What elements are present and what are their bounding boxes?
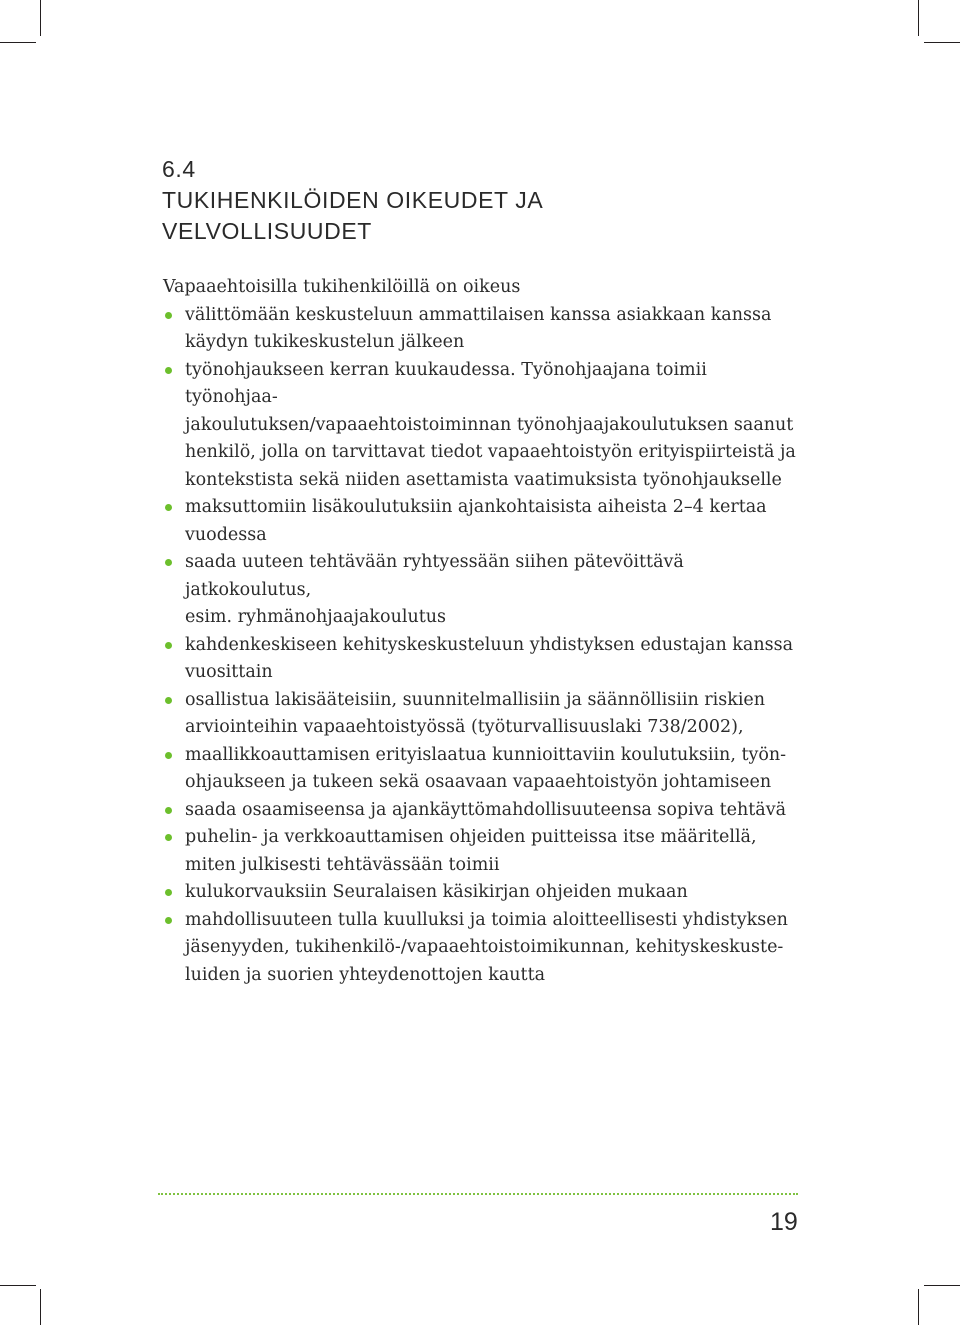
list-item-text: puhelin- ja verkkoauttamisen ohjeiden puitteissa itse määritellä, miten julkisesti tehtävässään toimii bbox=[185, 827, 757, 875]
list-item bbox=[163, 494, 803, 549]
crop-mark-bottom-right bbox=[918, 1289, 919, 1325]
list-item bbox=[163, 687, 803, 742]
bullet-icon bbox=[165, 642, 172, 649]
crop-mark-top-right-h bbox=[924, 42, 960, 43]
section-heading bbox=[162, 154, 543, 247]
list-item bbox=[163, 549, 803, 632]
crop-mark-top-left bbox=[40, 0, 41, 36]
list-item bbox=[163, 907, 803, 990]
list-item bbox=[163, 357, 803, 495]
list-item-text: osallistua lakisääteisiin, suunnitelmallisiin ja säännöllisiin riskien arviointeihin vapaaehtoistyössä (työturvallisuuslaki 738/2002), bbox=[185, 689, 766, 737]
list-item bbox=[163, 797, 803, 825]
crop-mark-top-right bbox=[918, 0, 919, 36]
bullet-icon bbox=[165, 697, 172, 704]
list-item bbox=[163, 742, 803, 797]
crop-mark-bottom-left bbox=[40, 1289, 41, 1325]
crop-mark-bottom-left-h bbox=[0, 1285, 36, 1286]
list-item bbox=[163, 879, 803, 907]
crop-mark-top-left-h bbox=[0, 42, 36, 43]
body-content bbox=[163, 274, 803, 989]
bullet-icon bbox=[165, 807, 172, 814]
list-item-text: saada uuteen tehtävään ryhtyessään siihen pätevöittävä jatkokoulutus, esim. ryhmänohjaajakoulutus bbox=[185, 552, 684, 627]
list-item-text: maallikkoauttamisen erityislaatua kunnioittaviin koulutuksiin, työn- ohjaukseen ja tukeen sekä osaavaan vapaaehtoistyön johtamiseen bbox=[185, 744, 787, 792]
bullet-icon bbox=[165, 889, 172, 896]
bullet-icon bbox=[165, 504, 172, 511]
footer-dotted-rule bbox=[158, 1193, 798, 1195]
bullet-icon bbox=[165, 367, 172, 374]
bullet-icon bbox=[165, 752, 172, 759]
list-item bbox=[163, 632, 803, 687]
list-item bbox=[163, 302, 803, 357]
section-number: 6.4 bbox=[162, 156, 196, 182]
list-item-text: mahdollisuuteen tulla kuulluksi ja toimia aloitteellisesti yhdistyksen jäsenyyden, tukihenkilö-/vapaaehtoistoimikunnan, kehityskeskuste- luiden ja suorien yhteydenottojen kautta bbox=[185, 909, 788, 985]
bullet-icon bbox=[165, 917, 172, 924]
rights-list bbox=[163, 302, 803, 990]
bullet-icon bbox=[165, 834, 172, 841]
list-item-text: maksuttomiin lisäkoulutuksiin ajankohtaisista aiheista 2–4 kertaa vuodessa bbox=[185, 497, 767, 545]
list-item bbox=[163, 824, 803, 879]
list-item-text: saada osaamiseensa ja ajankäyttömahdollisuuteensa sopiva tehtävä bbox=[185, 799, 787, 820]
section-title-line-1: TUKIHENKILÖIDEN OIKEUDET JA bbox=[162, 187, 544, 213]
list-item-text: välittömään keskusteluun ammattilaisen kanssa asiakkaan kanssa käydyn tukikeskustelun jälkeen bbox=[185, 304, 772, 352]
page-number: 19 bbox=[770, 1208, 798, 1236]
list-item-text: työnohjaukseen kerran kuukaudessa. Työnohjaajana toimii työnohjaa- jakoulutuksen/vapaaehtoistoiminnan työnohjaajakoulutuksen saanut henkilö, jolla on tarvittavat tiedot vapaaehtoistyön erityispiirteistä ja kontekstista sekä niiden asettamista vaatimuksista työnohjaukselle bbox=[185, 359, 796, 490]
bullet-icon bbox=[165, 312, 172, 319]
list-item-text: kahdenkeskiseen kehityskeskusteluun yhdistyksen edustajan kanssa vuosittain bbox=[185, 634, 793, 682]
bullet-icon bbox=[165, 559, 172, 566]
intro-text: Vapaaehtoisilla tukihenkilöillä on oikeus bbox=[163, 277, 521, 297]
section-title-line-2: VELVOLLISUUDET bbox=[162, 218, 372, 244]
list-item-text: kulukorvauksiin Seuralaisen käsikirjan ohjeiden mukaan bbox=[185, 882, 688, 902]
crop-mark-bottom-right-h bbox=[924, 1285, 960, 1286]
